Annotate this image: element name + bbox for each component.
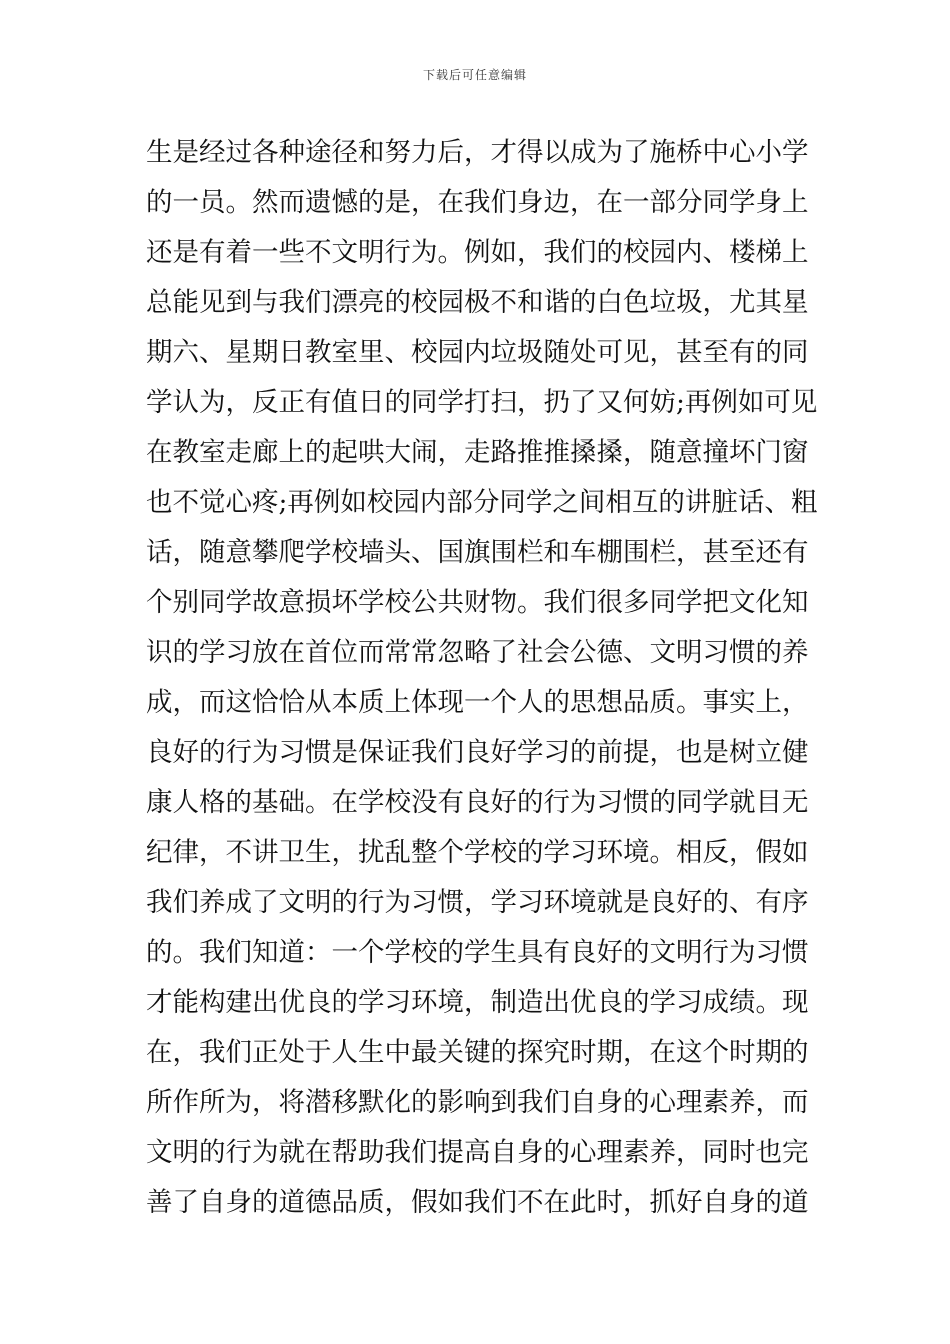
text-line: 成，而这恰恰从本质上体现一个人的思想品质。事实上， xyxy=(146,687,809,718)
text-line: 在，我们正处于人生中最关键的探究时期，在这个时期的 xyxy=(146,1037,809,1068)
text-line: 也不觉心疼;再例如校园内部分同学之间相互的讲脏话、粗 xyxy=(146,487,818,518)
page-header: 下载后可任意编辑 xyxy=(422,68,527,82)
text-line: 的。我们知道：一个学校的学生具有良好的文明行为习惯 xyxy=(146,937,809,968)
document-body xyxy=(146,128,818,1228)
text-line: 期六、星期日教室里、校园内垃圾随处可见，甚至有的同 xyxy=(146,337,809,368)
text-line: 识的学习放在首位而常常忽略了社会公德、文明习惯的养 xyxy=(146,637,809,668)
text-line: 学认为，反正有值日的同学打扫，扔了又何妨;再例如可见 xyxy=(146,387,818,418)
text-line: 良好的行为习惯是保证我们良好学习的前提，也是树立健 xyxy=(146,737,809,768)
text-line: 总能见到与我们漂亮的校园极不和谐的白色垃圾，尤其星 xyxy=(146,287,809,318)
text-line: 话，随意攀爬学校墙头、国旗围栏和车棚围栏，甚至还有 xyxy=(146,537,809,568)
text-line: 文明的行为就在帮助我们提高自身的心理素养，同时也完 xyxy=(146,1137,809,1168)
text-line: 所作所为，将潜移默化的影响到我们自身的心理素养，而 xyxy=(146,1087,809,1118)
text-line: 的一员。然而遗憾的是，在我们身边，在一部分同学身上 xyxy=(146,187,809,218)
text-line: 纪律，不讲卫生，扰乱整个学校的学习环境。相反，假如 xyxy=(146,837,809,868)
text-line: 才能构建出优良的学习环境，制造出优良的学习成绩。现 xyxy=(146,987,809,1018)
text-line: 善了自身的道德品质，假如我们不在此时，抓好自身的道 xyxy=(146,1187,809,1218)
text-line: 在教室走廊上的起哄大闹，走路推推搡搡，随意撞坏门窗 xyxy=(146,437,809,468)
text-line: 康人格的基础。在学校没有良好的行为习惯的同学就目无 xyxy=(146,787,809,818)
text-line: 生是经过各种途径和努力后，才得以成为了施桥中心小学 xyxy=(146,137,809,168)
text-line: 还是有着一些不文明行为。例如，我们的校园内、楼梯上 xyxy=(146,237,809,268)
text-line: 个别同学故意损坏学校公共财物。我们很多同学把文化知 xyxy=(146,587,809,618)
text-line: 我们养成了文明的行为习惯，学习环境就是良好的、有序 xyxy=(146,887,809,918)
